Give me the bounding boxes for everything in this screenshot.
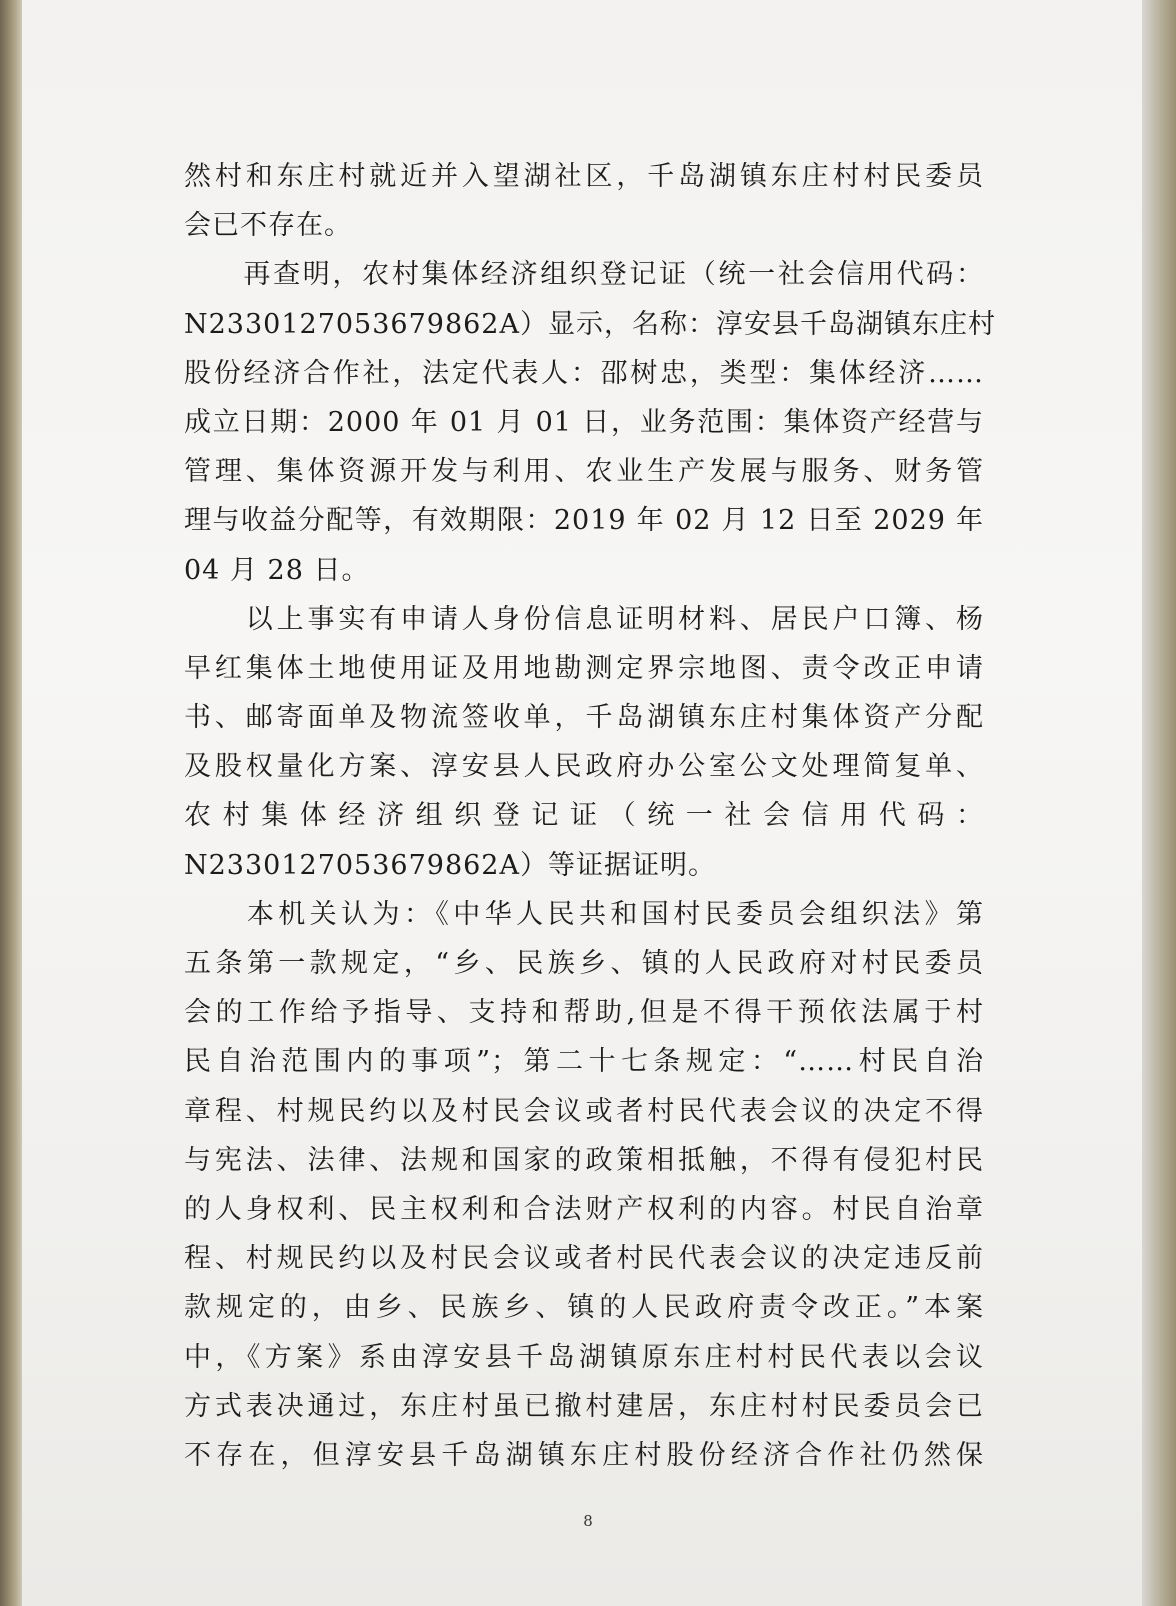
body-line: 章程、村规民约以及村民会议或者村民代表会议的决定不得 <box>184 1095 984 1127</box>
body-line: 五条第一款规定，“乡、民族乡、镇的人民政府对村民委员 <box>184 948 984 979</box>
body-line: 然村和东庄村就近并入望湖社区，千岛湖镇东庄村村民委员 <box>184 161 984 192</box>
body-line: 书、邮寄面单及物流签收单，千岛湖镇东庄村集体资产分配 <box>184 702 984 734</box>
body-line: 款规定的，由乡、民族乡、镇的人民政府责令改正。”本案 <box>184 1292 984 1324</box>
body-line: N2330127053679862A）等证据证明。 <box>184 849 716 881</box>
body-line: 以上事实有申请人身份信息证明材料、居民户口簿、杨 <box>184 603 984 635</box>
page-number: 8 <box>583 1512 593 1530</box>
body-line: 管理、集体资源开发与利用、农业生产发展与服务、财务管 <box>184 456 984 488</box>
body-line: N2330127053679862A）显示，名称：淳安县千岛湖镇东庄村 <box>184 308 996 340</box>
body-line: 民自治范围内的事项”；第二十七条规定：“……村民自治 <box>184 1046 984 1078</box>
body-line: 不存在，但淳安县千岛湖镇东庄村股份经济合作社仍然保 <box>184 1439 984 1471</box>
body-line: 早红集体土地使用证及用地勘测定界宗地图、责令改正申请 <box>184 652 984 684</box>
body-line: 程、村规民约以及村民会议或者村民代表会议的决定违反前 <box>184 1243 984 1275</box>
body-line: 本机关认为：《中华人民共和国村民委员会组织法》第 <box>184 898 984 930</box>
body-line: 与宪法、法律、法规和国家的政策相抵触，不得有侵犯村民 <box>184 1144 984 1176</box>
body-line: 及股权量化方案、淳安县人民政府办公室公文处理简复单、 <box>184 751 984 783</box>
document-body <box>184 152 996 1480</box>
body-line: 股份经济合作社，法定代表人：邵树忠，类型：集体经济…… <box>184 357 984 389</box>
body-line: 的人身权利、民主权利和合法财产权利的内容。村民自治章 <box>184 1193 984 1225</box>
background-edge-left <box>0 0 22 1606</box>
body-line: 方式表决通过，东庄村虽已撤村建居，东庄村村民委员会已 <box>184 1390 984 1422</box>
body-line: 04 月 28 日。 <box>184 554 370 586</box>
body-line: 再查明，农村集体经济组织登记证（统一社会信用代码： <box>184 259 984 291</box>
background-edge-right <box>1142 0 1176 1606</box>
body-line: 会已不存在。 <box>184 210 352 242</box>
body-line: 农村集体经济组织登记证（统一社会信用代码： <box>184 800 984 832</box>
body-line: 会的工作给予指导、支持和帮助,但是不得干预依法属于村 <box>184 997 984 1029</box>
body-line: 成立日期：2000 年 01 月 01 日，业务范围：集体资产经营与 <box>184 406 984 438</box>
body-line: 中，《方案》系由淳安县千岛湖镇原东庄村村民代表以会议 <box>184 1341 984 1373</box>
body-line: 理与收益分配等，有效期限：2019 年 02 月 12 日至 2029 年 <box>184 505 984 537</box>
